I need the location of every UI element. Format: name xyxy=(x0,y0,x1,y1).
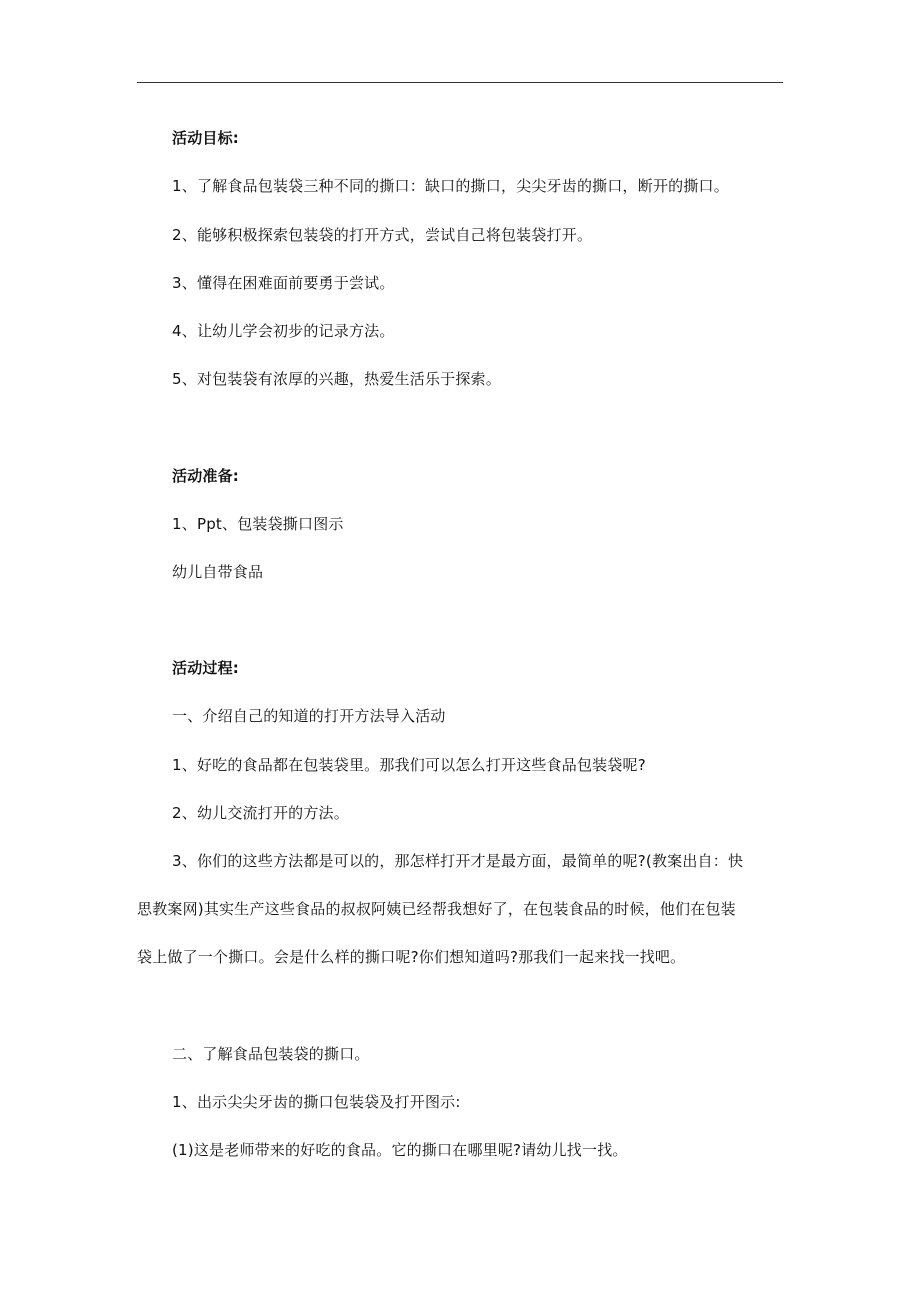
process-section2-item-2: (1)这是老师带来的好吃的食品。它的撕口在哪里呢?请幼儿找一找。 xyxy=(172,1141,628,1159)
process-section2-title: 二、了解食品包装袋的撕口。 xyxy=(172,1045,370,1063)
process-heading: 活动过程: xyxy=(172,659,239,677)
process-section1-title: 一、介绍自己的知道的打开方法导入活动 xyxy=(172,707,446,725)
goal-item-4: 4、让幼儿学会初步的记录方法。 xyxy=(172,322,395,340)
process-section2-item-1: 1、出示尖尖牙齿的撕口包装袋及打开图示: xyxy=(172,1093,461,1111)
goal-item-3: 3、懂得在困难面前要勇于尝试。 xyxy=(172,274,395,292)
goal-item-5: 5、对包装袋有浓厚的兴趣，热爱生活乐于探索。 xyxy=(172,370,501,388)
process-section1-item-2: 2、幼儿交流打开的方法。 xyxy=(172,804,349,822)
preparation-heading: 活动准备: xyxy=(172,467,239,485)
header-rule xyxy=(137,82,783,83)
goals-heading: 活动目标: xyxy=(172,129,239,147)
goal-item-1: 1、了解食品包装袋三种不同的撕口：缺口的撕口，尖尖牙齿的撕口，断开的撕口。 xyxy=(172,177,729,195)
process-section1-paragraph-line-1: 3、你们的这些方法都是可以的，那怎样打开才是最方面，最简单的呢?(教案出自：快 xyxy=(172,852,744,870)
process-section1-item-1: 1、好吃的食品都在包装袋里。那我们可以怎么打开这些食品包装袋呢? xyxy=(172,756,646,774)
goal-item-2: 2、能够积极探索包装袋的打开方式，尝试自己将包装袋打开。 xyxy=(172,226,593,244)
preparation-item-1: 1、Ppt、包装袋撕口图示 xyxy=(172,515,344,533)
process-section1-paragraph-line-3: 袋上做了一个撕口。会是什么样的撕口呢?你们想知道吗?那我们一起来找一找吧。 xyxy=(137,948,686,966)
process-section1-paragraph-line-2: 思教案网)其实生产这些食品的叔叔阿姨已经帮我想好了，在包装食品的时候，他们在包装 xyxy=(137,900,736,918)
preparation-item-2: 幼儿自带食品 xyxy=(172,563,264,581)
